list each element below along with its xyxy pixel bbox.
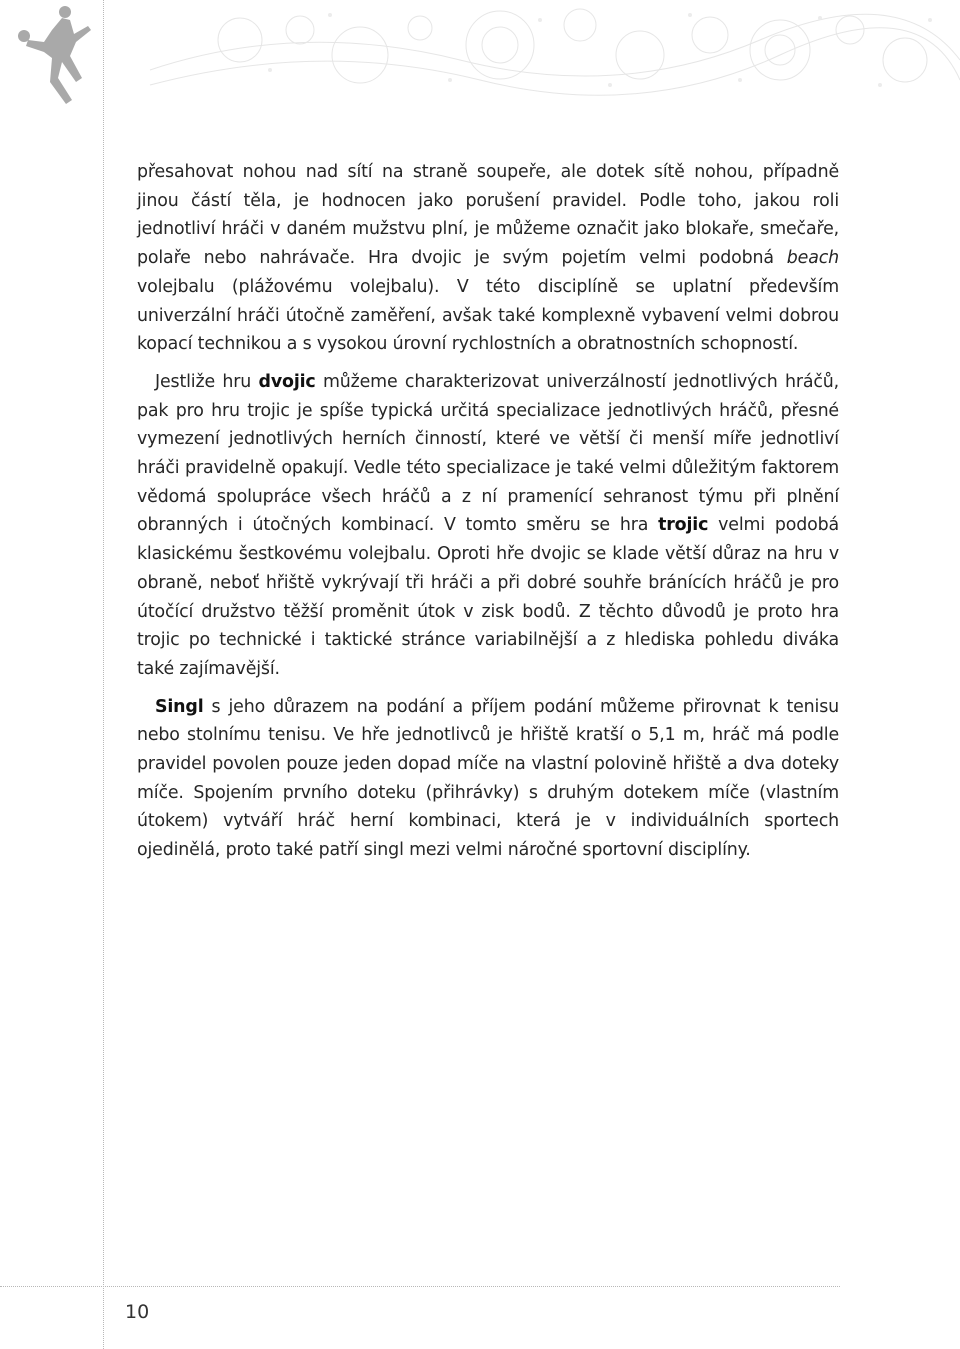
page-number: 10 bbox=[125, 1301, 150, 1323]
footer-rule bbox=[0, 1286, 840, 1287]
paragraph-1-text-a: přesahovat nohou nad sítí na straně soupeře, ale dotek sítě nohou, případně jinou částí těla, je hodnocen jako porušení pravidel. Podle toho, jakou roli jednotliví hráči v daném mužstvu plní, je můžeme označit jako blokaře, smečaře, polaře nebo nahrávače. Hra dvojic je svým pojetím velmi podobná bbox=[137, 162, 839, 269]
body-text bbox=[137, 158, 839, 865]
paragraph-2 bbox=[137, 368, 839, 684]
paragraph-1-text-b: volejbalu (plážovému volejbalu). V této disciplíně se uplatní především univerzální hráči útočně zaměření, avšak také komplexně vybavení velmi dobrou kopací technikou a s vysokou úrovní rychlostních a obratnostních schopností. bbox=[137, 276, 839, 355]
paragraph-2-text-b: můžeme charakterizovat univerzálností jednotlivých hráčů, pak pro hru trojic je spíše typická určitá specializace jednotlivých hráčů, přesné vymezení jednotlivých herních činností, které ve větší či menší míře jednotliví hráči pravidelně opakují. Vedle této specializace je také velmi důležitým faktorem vědomá spolupráce všech hráčů a z ní pramenící sehranost týmu při plnění obranných i útočných kombinací. V tomto směru se hra bbox=[137, 371, 840, 536]
header-ornament-svg bbox=[0, 0, 960, 110]
term-dvojic: dvojic bbox=[258, 371, 316, 392]
term-beach: beach bbox=[786, 248, 839, 269]
paragraph-3 bbox=[137, 693, 839, 865]
paragraph-3-text-a: s jeho důrazem na podání a příjem podání můžeme přirovnat k tenisu nebo stolnímu tenisu. Ve hře jednotlivců je hřiště kratší o 5,1 m, hráč má podle pravidel povolen pouze jeden dopad míče na vlastní polovině hřiště a dva doteky míče. Spojením prvního doteku (přihrávky) s druhým dotekem míče (vlastním útokem) vytváří hráč herní kombinaci, která je v individuálních sportech ojedinělá, proto také patří singl mezi velmi náročné sportovní disciplíny. bbox=[137, 696, 839, 861]
paragraph-1 bbox=[137, 158, 839, 359]
header-ornament-pattern bbox=[150, 9, 960, 95]
paragraph-2-text-a: Jestliže hru bbox=[155, 371, 259, 392]
player-kicking-ball-icon bbox=[18, 6, 91, 104]
header-decoration bbox=[0, 0, 960, 110]
term-singl: Singl bbox=[155, 696, 204, 717]
left-margin-rule bbox=[103, 0, 104, 1349]
paragraph-2-text-c: velmi podobá klasickému šestkovému volejbalu. Oproti hře dvojic se klade větší důraz na hru v obraně, neboť hřiště vykrývají tři hráči a při dobré souhře bránících hráčů je pro útočící družstvo těžší proměnit útok v zisk bodů. Z těchto důvodů je proto hra trojic po technické i taktické stránce variabilnější a z hlediska pohledu diváka také zajímavější. bbox=[137, 515, 839, 679]
term-trojic: trojic bbox=[658, 515, 709, 536]
